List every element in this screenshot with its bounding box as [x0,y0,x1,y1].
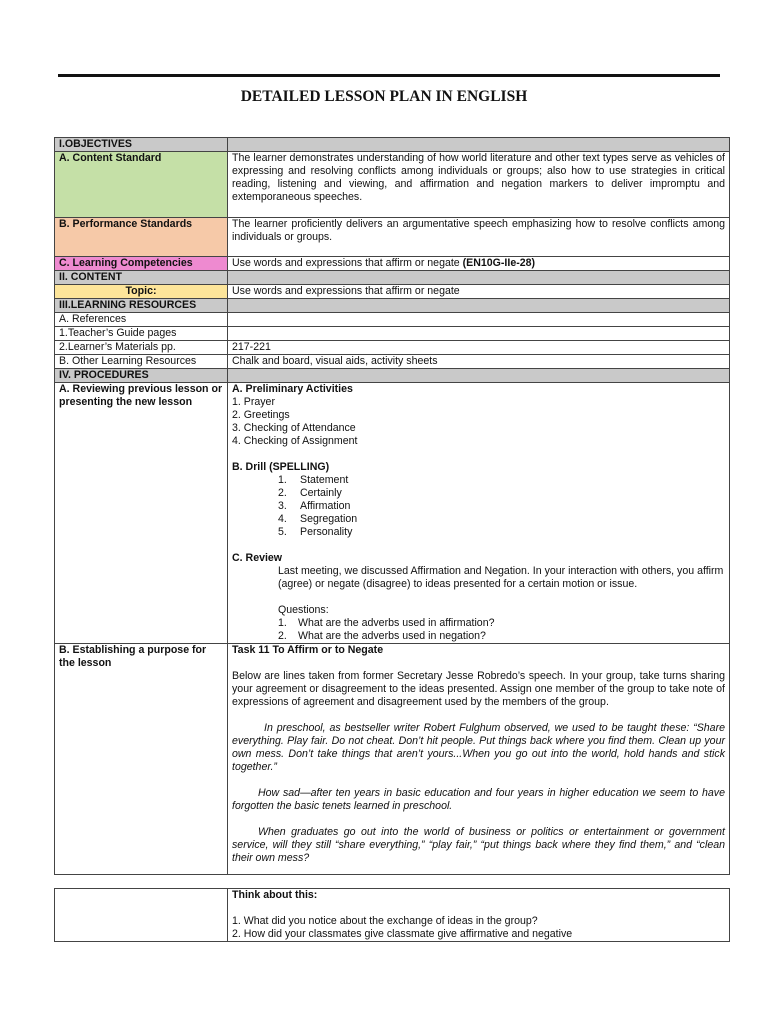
content-header: II. CONTENT [55,271,228,285]
review-text: Last meeting, we discussed Affirmation and Negation. In your interaction with others, you affirm (agree) or negate (disagree) to ideas presented for a certain motion or issue. [278,565,724,590]
drill-item: 4. Segregation [278,513,358,525]
reviewing-label: A. Reviewing previous lesson or presenting the new lesson [55,383,228,644]
procedures-header-row [55,369,730,383]
speech-quote: In preschool, as bestseller writer Robert Fulghum observed, we used to be taught these: “Share everything. Play fair. Do not cheat. Don’t hit people. Put things back where you find them. Clean up your own mess. Don’t take things that aren’t yours...When you go out into the world, hold hands and stick together.” [232,722,725,773]
purpose-content [228,644,730,875]
drill-title: B. Drill (SPELLING) [232,461,330,473]
resource-row [55,327,730,341]
resource-value [228,327,730,341]
resource-label: B. Other Learning Resources [55,355,228,369]
drill-item: 1. Statement [278,474,349,486]
preliminary-item: 4. Checking of Assignment [232,435,358,447]
resources-header: III.LEARNING RESOURCES [55,299,228,313]
topic-row [55,285,730,299]
purpose-row [55,644,730,875]
review-title: C. Review [232,552,283,564]
resource-label: 1.Teacher’s Guide pages [55,327,228,341]
resource-value [228,313,730,327]
preliminary-title: A. Preliminary Activities [232,383,353,395]
lesson-plan-table [54,137,730,875]
preliminary-item: 3. Checking of Attendance [232,422,356,434]
resource-value: Chalk and board, visual aids, activity sheets [228,355,730,369]
resource-row [55,313,730,327]
procedures-header: IV. PROCEDURES [55,369,228,383]
performance-standards-row [55,218,730,257]
task-title: Task 11 To Affirm or to Negate [232,644,384,656]
think-title: Think about this: [232,889,318,901]
objectives-header-row [55,138,730,152]
content-standard-text: The learner demonstrates understanding of how world literature and other text types serve as vehicles of expressing and resolving conflicts among individuals or groups; also how to use strategies in critical reading, listening and viewing, and affirmation and negation markers to deliver impromptu and extemporaneous speeches. [228,152,730,218]
topic-text: Use words and expressions that affirm or negate [228,285,730,299]
drill-item: 3. Affirmation [278,500,351,512]
top-rule [58,74,720,77]
questions-label: Questions: [278,604,329,616]
think-content [228,889,730,942]
resource-row [55,355,730,369]
think-question: 1. What did you notice about the exchange of ideas in the group? [232,915,538,927]
performance-standards-text: The learner proficiently delivers an argumentative speech emphasizing how to resolve conflicts among individuals or groups. [228,218,730,257]
think-row [55,889,730,942]
task-intro: Below are lines taken from former Secretary Jesse Robredo’s speech. In your group, take turns sharing your agreement or disagreement to the ideas presented. Assign one member of the group to take note of expressions of agreement and disagreement used by the members of the group. [232,670,725,708]
drill-item: 2. Certainly [278,487,342,499]
purpose-label: B. Establishing a purpose for the lesson [55,644,228,875]
resource-label: 2.Learner’s Materials pp. [55,341,228,355]
learning-competencies-text: Use words and expressions that affirm or negate [232,257,463,269]
competency-code: (EN10G-IIe-28) [462,257,536,269]
learning-competencies-label: C. Learning Competencies [55,257,228,271]
reviewing-row [55,383,730,644]
content-standard-row [55,152,730,218]
resource-label: A. References [55,313,228,327]
content-header-row [55,271,730,285]
resource-row [55,341,730,355]
learning-competencies-row [55,257,730,271]
preliminary-item: 2. Greetings [232,409,290,421]
resource-value: 217-221 [228,341,730,355]
drill-item: 5. Personality [278,526,353,538]
think-table [54,888,730,942]
question-item: 1. What are the adverbs used in affirmation? [278,617,495,629]
page-title: DETAILED LESSON PLAN IN ENGLISH [240,88,528,105]
speech-quote: How sad—after ten years in basic education and four years in higher education we seem to have forgotten the basic tenets learned in preschool. [232,787,725,812]
performance-standards-label: B. Performance Standards [55,218,228,257]
think-question: 2. How did your classmates give classmate give affirmative and negative [232,928,573,940]
content-standard-label: A. Content Standard [55,152,228,218]
objectives-header: I.OBJECTIVES [55,138,228,152]
resources-header-row [55,299,730,313]
preliminary-item: 1. Prayer [232,396,275,408]
reviewing-content [228,383,730,644]
question-item: 2. What are the adverbs used in negation? [278,630,486,642]
topic-label: Topic: [55,285,228,299]
speech-quote: When graduates go out into the world of business or politics or entertainment or government service, will they still “share everything,” “play fair,” “put things back where they find them,” and “clean their own mess? [232,826,725,864]
